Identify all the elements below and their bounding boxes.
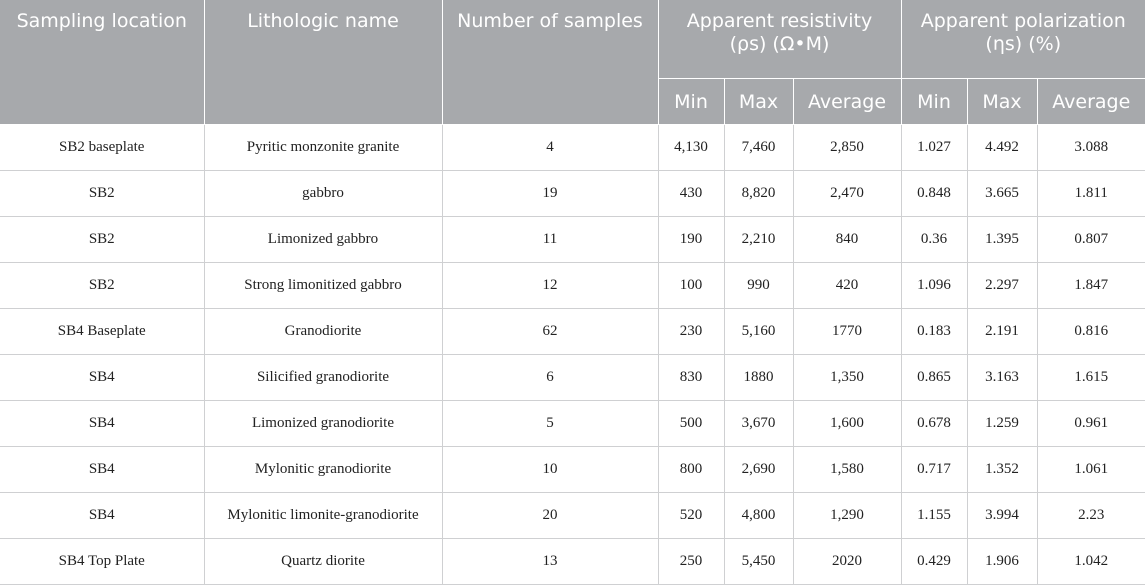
table-row	[0, 355, 1145, 401]
cell-lithology: Mylonitic limonite-granodiorite	[204, 493, 442, 539]
header-apparent-resistivity	[658, 0, 901, 79]
cell-res-avg: 2020	[793, 539, 901, 585]
cell-res-min: 100	[658, 263, 724, 309]
cell-location: SB2	[0, 263, 204, 309]
cell-res-avg: 1770	[793, 309, 901, 355]
table-row	[0, 125, 1145, 171]
cell-res-min: 190	[658, 217, 724, 263]
cell-samples: 20	[442, 493, 658, 539]
cell-res-min: 800	[658, 447, 724, 493]
header-polarization-unit: (ηs) (%)	[985, 33, 1062, 55]
cell-res-avg: 2,470	[793, 171, 901, 217]
cell-samples: 5	[442, 401, 658, 447]
cell-res-min: 430	[658, 171, 724, 217]
header-sampling-location: Sampling location	[0, 0, 204, 125]
cell-pol-avg: 1.847	[1037, 263, 1145, 309]
cell-res-min: 500	[658, 401, 724, 447]
cell-pol-avg: 0.961	[1037, 401, 1145, 447]
table-header	[0, 0, 1145, 125]
cell-res-max: 1880	[724, 355, 793, 401]
cell-pol-min: 0.429	[901, 539, 967, 585]
header-polarization-average: Average	[1037, 79, 1145, 125]
cell-res-max: 990	[724, 263, 793, 309]
header-polarization-max: Max	[967, 79, 1037, 125]
cell-pol-min: 0.865	[901, 355, 967, 401]
cell-pol-min: 0.848	[901, 171, 967, 217]
cell-location: SB2 baseplate	[0, 125, 204, 171]
table-row	[0, 263, 1145, 309]
cell-pol-max: 1.352	[967, 447, 1037, 493]
cell-res-max: 5,160	[724, 309, 793, 355]
cell-lithology: Limonized gabbro	[204, 217, 442, 263]
cell-res-max: 2,690	[724, 447, 793, 493]
cell-samples: 62	[442, 309, 658, 355]
table-row	[0, 447, 1145, 493]
cell-location: SB2	[0, 217, 204, 263]
cell-pol-min: 1.027	[901, 125, 967, 171]
cell-pol-max: 3.994	[967, 493, 1037, 539]
cell-location: SB4	[0, 493, 204, 539]
header-resistivity-max: Max	[724, 79, 793, 125]
cell-location: SB2	[0, 171, 204, 217]
cell-res-avg: 840	[793, 217, 901, 263]
cell-res-min: 250	[658, 539, 724, 585]
cell-res-min: 520	[658, 493, 724, 539]
cell-samples: 13	[442, 539, 658, 585]
cell-location: SB4	[0, 355, 204, 401]
cell-samples: 10	[442, 447, 658, 493]
header-number-of-samples: Number of samples	[442, 0, 658, 125]
cell-pol-max: 1.259	[967, 401, 1037, 447]
cell-pol-max: 3.665	[967, 171, 1037, 217]
cell-pol-avg: 2.23	[1037, 493, 1145, 539]
cell-samples: 19	[442, 171, 658, 217]
cell-lithology: Mylonitic granodiorite	[204, 447, 442, 493]
table-row	[0, 401, 1145, 447]
cell-res-max: 2,210	[724, 217, 793, 263]
cell-lithology: Strong limonitized gabbro	[204, 263, 442, 309]
header-resistivity-min: Min	[658, 79, 724, 125]
cell-pol-avg: 3.088	[1037, 125, 1145, 171]
header-resistivity-title: Apparent resistivity	[686, 10, 873, 32]
header-resistivity-unit: (ρs) (Ω•M)	[729, 33, 830, 55]
cell-res-max: 4,800	[724, 493, 793, 539]
cell-res-max: 3,670	[724, 401, 793, 447]
cell-res-max: 5,450	[724, 539, 793, 585]
cell-res-min: 230	[658, 309, 724, 355]
cell-location: SB4 Top Plate	[0, 539, 204, 585]
cell-pol-min: 0.183	[901, 309, 967, 355]
header-apparent-polarization	[901, 0, 1145, 79]
header-polarization-title: Apparent polarization	[920, 10, 1126, 32]
cell-pol-avg: 1.042	[1037, 539, 1145, 585]
cell-pol-max: 2.191	[967, 309, 1037, 355]
cell-lithology: Quartz diorite	[204, 539, 442, 585]
cell-pol-max: 1.906	[967, 539, 1037, 585]
table-row	[0, 539, 1145, 585]
table-body	[0, 125, 1145, 585]
cell-samples: 6	[442, 355, 658, 401]
cell-pol-avg: 1.811	[1037, 171, 1145, 217]
cell-pol-max: 4.492	[967, 125, 1037, 171]
cell-pol-min: 0.717	[901, 447, 967, 493]
table-row	[0, 309, 1145, 355]
cell-res-min: 4,130	[658, 125, 724, 171]
cell-res-max: 8,820	[724, 171, 793, 217]
cell-pol-avg: 0.816	[1037, 309, 1145, 355]
cell-location: SB4	[0, 447, 204, 493]
cell-res-avg: 2,850	[793, 125, 901, 171]
cell-pol-max: 3.163	[967, 355, 1037, 401]
header-lithologic-name: Lithologic name	[204, 0, 442, 125]
cell-pol-min: 1.155	[901, 493, 967, 539]
cell-location: SB4 Baseplate	[0, 309, 204, 355]
cell-lithology: Silicified granodiorite	[204, 355, 442, 401]
cell-location: SB4	[0, 401, 204, 447]
cell-pol-min: 1.096	[901, 263, 967, 309]
cell-samples: 11	[442, 217, 658, 263]
table-row	[0, 493, 1145, 539]
cell-lithology: gabbro	[204, 171, 442, 217]
cell-pol-max: 2.297	[967, 263, 1037, 309]
cell-res-min: 830	[658, 355, 724, 401]
cell-pol-max: 1.395	[967, 217, 1037, 263]
table-row	[0, 217, 1145, 263]
cell-res-avg: 1,580	[793, 447, 901, 493]
cell-pol-avg: 1.061	[1037, 447, 1145, 493]
cell-lithology: Pyritic monzonite granite	[204, 125, 442, 171]
cell-res-max: 7,460	[724, 125, 793, 171]
cell-pol-avg: 0.807	[1037, 217, 1145, 263]
cell-res-avg: 1,290	[793, 493, 901, 539]
header-resistivity-average: Average	[793, 79, 901, 125]
table-row	[0, 171, 1145, 217]
cell-lithology: Granodiorite	[204, 309, 442, 355]
cell-res-avg: 420	[793, 263, 901, 309]
cell-lithology: Limonized granodiorite	[204, 401, 442, 447]
header-polarization-min: Min	[901, 79, 967, 125]
cell-res-avg: 1,350	[793, 355, 901, 401]
cell-pol-min: 0.36	[901, 217, 967, 263]
cell-pol-min: 0.678	[901, 401, 967, 447]
cell-samples: 4	[442, 125, 658, 171]
cell-samples: 12	[442, 263, 658, 309]
cell-pol-avg: 1.615	[1037, 355, 1145, 401]
cell-res-avg: 1,600	[793, 401, 901, 447]
